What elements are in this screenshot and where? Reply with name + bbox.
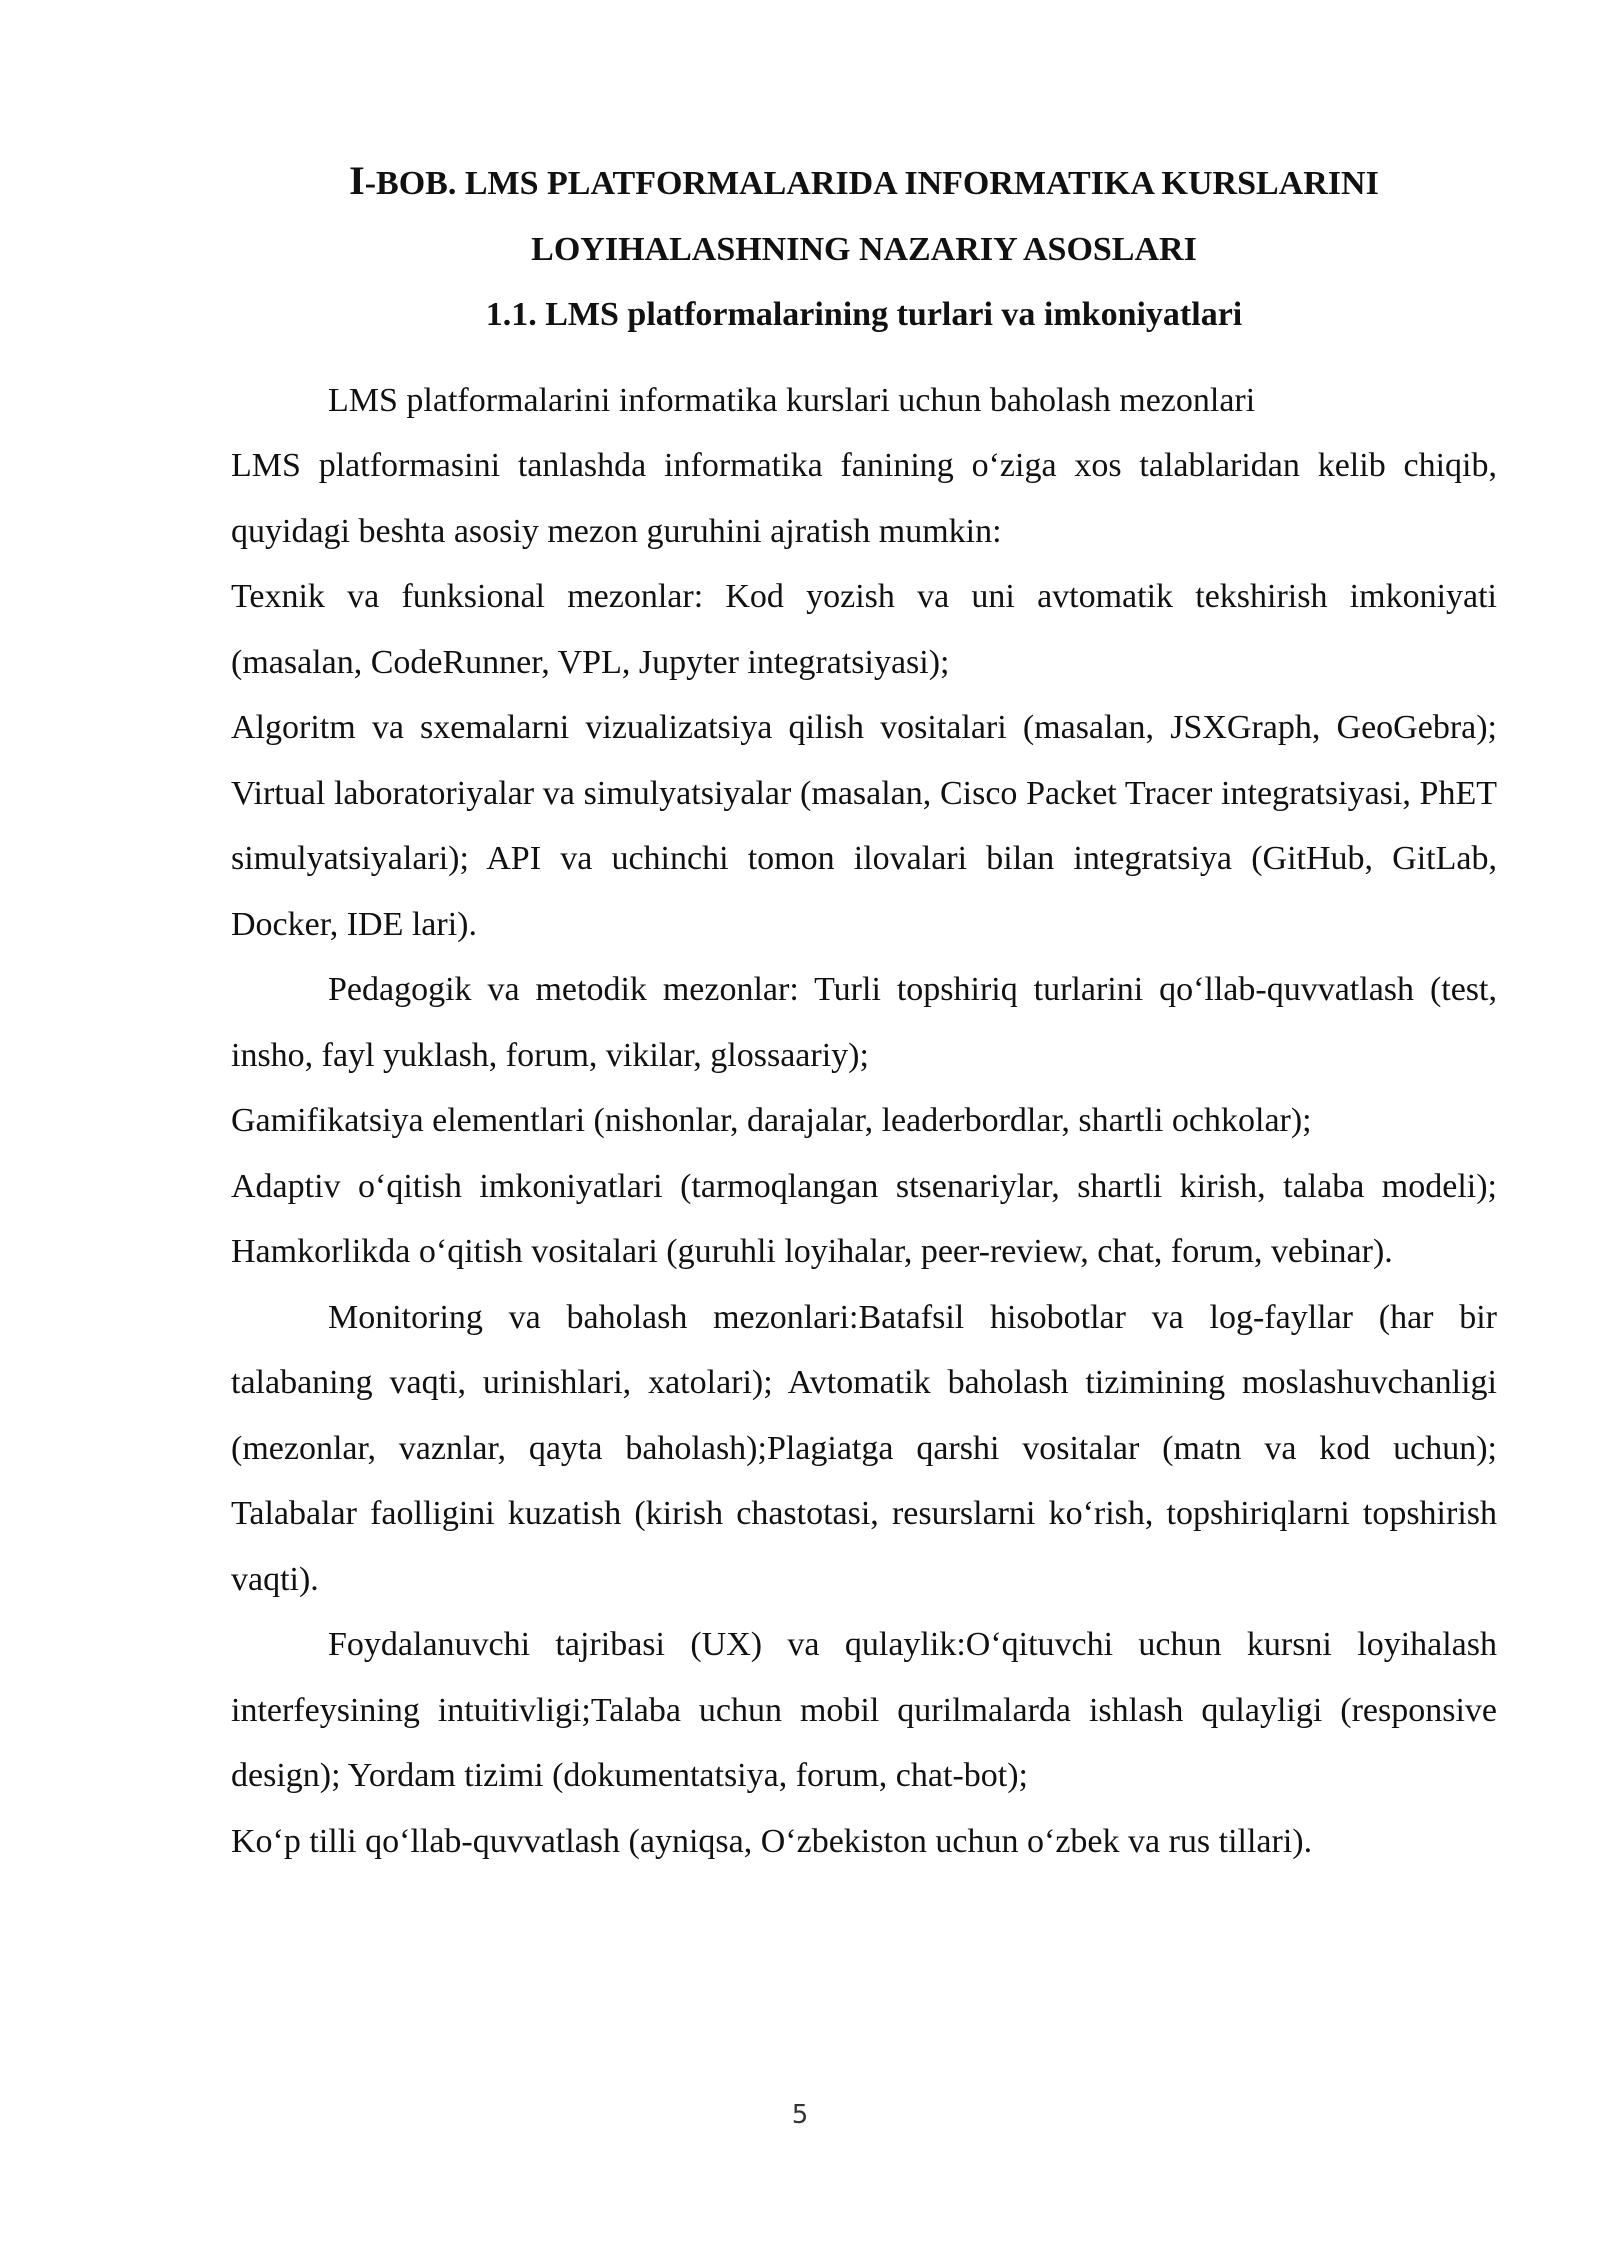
paragraph-intro-title: LMS platformalarini informatika kurslari uchun baholash mezonlari xyxy=(328,381,1256,419)
paragraph-monitoring: Monitoring va baholash mezonlari:Batafsil hisobotlar va log-fayllar (har bir talabaning vaqti, urinishlari, xatolari); Avtomatik baholash tizimining moslashuvchanligi (mezonlar, vaznlar, qayta baholash);Plagiatga qarshi vositalar (matn va kod uchun); Talabalar faolligini kuzatish (kirish chastotasi, resurslarni ko‘rish, topshiriqlarni topshirish vaqti). xyxy=(231,1298,1497,1598)
chapter-title-line2: LOYIHALASHNING NAZARIY ASOSLARI xyxy=(531,230,1197,268)
paragraph-multilingual: Ko‘p tilli qo‘llab-quvvatlash (ayniqsa, O‘zbekiston uchun o‘zbek va rus tillari). xyxy=(231,1822,1313,1860)
page-number: 5 xyxy=(791,2100,809,2130)
paragraph-pedagogical: Pedagogik va metodik mezonlar: Turli topshiriq turlarini qo‘llab-quvvatlash (test, insho, fayl yuklash, forum, vikilar, glossaariy); xyxy=(231,971,1497,1074)
paragraph-intro: LMS platformasini tanlashda informatika fanining o‘ziga xos talablaridan kelib chiqib, quyidagi beshta asosiy mezon guruhini ajratish mumkin: xyxy=(231,447,1497,550)
chapter-title-letter: I xyxy=(349,158,365,203)
page-content xyxy=(231,148,1497,1874)
paragraph-ux: Foydalanuvchi tajribasi (UX) va qulaylik:O‘qituvchi uchun kursni loyihalash interfeysining intuitivligi;Talaba uchun mobil qurilmalarda ishlash qulayligi (responsive design); Yordam tizimi (dokumentatsiya, forum, chat-bot); xyxy=(231,1626,1497,1794)
paragraph-technical: Texnik va funksional mezonlar: Kod yozish va uni avtomatik tekshirish imkoniyati (masalan, CodeRunner, VPL, Jupyter integratsiyasi); xyxy=(231,578,1497,681)
paragraph-algorithms: Algoritm va sxemalarni vizualizatsiya qilish vositalari (masalan, JSXGraph, GeoGebra); Virtual laboratoriyalar va simulyatsiyalar (masalan, Cisco Packet Tracer integratsiyasi, PhET simulyatsiyalari); API va uchinchi tomon ilovalari bilan integratsiya (GitHub, GitLab, Docker, IDE lari). xyxy=(231,709,1497,943)
chapter-title-line1: -BOB. LMS PLATFORMALARIDA INFORMATIKA KURSLARINI xyxy=(364,165,1379,202)
section-title: 1.1. LMS platformalarining turlari va imkoniyatlari xyxy=(485,296,1243,333)
paragraph-adaptive: Adaptiv o‘qitish imkoniyatlari (tarmoqlangan stsenariylar, shartli kirish, talaba modeli); Hamkorlikda o‘qitish vositalari (guruhli loyihalar, peer-review, chat, forum, vebinar). xyxy=(231,1167,1497,1270)
chapter-title xyxy=(231,148,1497,217)
paragraph-gamification: Gamifikatsiya elementlari (nishonlar, darajalar, leaderbordlar, shartli ochkolar); xyxy=(231,1102,1312,1139)
